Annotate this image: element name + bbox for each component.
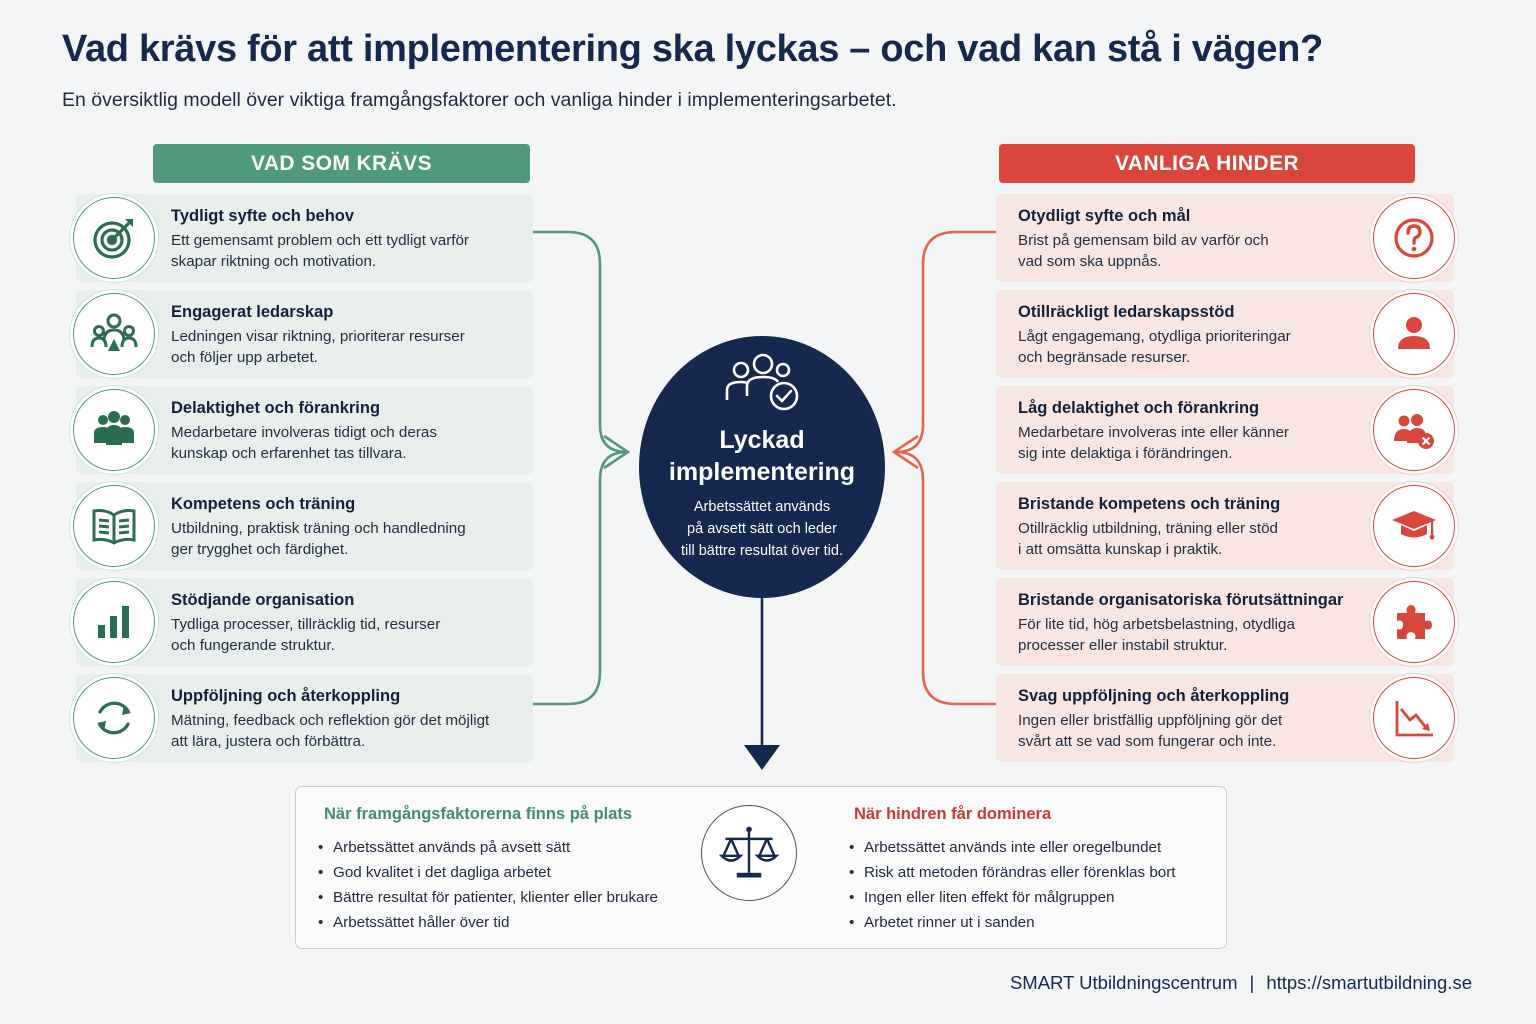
outcomes-box: [295, 786, 1227, 949]
target-icon: [73, 197, 155, 279]
footer-url-link[interactable]: https://smartutbildning.se: [1266, 972, 1472, 993]
success-card-title: Delaktighet och förankring: [171, 399, 381, 417]
page-title: Vad krävs för att implementering ska lyckas – och vad kan stå i vägen?: [62, 28, 1323, 70]
obstacle-card-5: [996, 578, 1454, 666]
obstacle-card-desc: Lågt engagemang, otydliga prioriteringar och begränsade resurser.: [1018, 328, 1291, 366]
obstacle-card-4: [996, 482, 1454, 570]
obstacle-card-1: [996, 194, 1454, 282]
success-card-desc: Ett gemensamt problem och ett tydligt varför skapar riktning och motivation.: [171, 232, 469, 270]
list-item: • God kvalitet i det dagliga arbetet: [318, 860, 658, 885]
list-item: • Bättre resultat för patienter, klienter eller brukare: [318, 885, 658, 910]
obstacle-card-desc: Ingen eller bristfällig uppföljning gör det svårt att se vad som fungerar och inte.: [1018, 712, 1283, 750]
obstacle-card-title: Låg delaktighet och förankring: [1018, 399, 1260, 417]
list-item: • Ingen eller liten effekt för målgruppen: [849, 885, 1176, 910]
failure-outcome-heading: När hindren får dominera: [854, 805, 1052, 823]
bar-chart-icon: [73, 581, 155, 663]
success-factors-header: VAD SOM KRÄVS: [153, 144, 530, 183]
leader-group-icon: [73, 293, 155, 375]
success-card-3: [76, 386, 533, 474]
success-outcome-list: [318, 835, 658, 935]
success-card-title: Engagerat ledarskap: [171, 303, 334, 321]
list-item: • Arbetssättet används på avsett sätt: [318, 835, 658, 860]
graduation-cap-icon: [1373, 485, 1455, 567]
puzzle-piece-icon: [1373, 581, 1455, 663]
success-card-title: Stödjande organisation: [171, 591, 355, 609]
obstacle-card-desc: Medarbetare involveras inte eller känner sig inte delaktiga i förändringen.: [1018, 424, 1289, 462]
success-card-desc: Medarbetare involveras tidigt och deras kunskap och erfarenhet tas tillvara.: [171, 424, 437, 462]
list-item: • Risk att metoden förändras eller förenklas bort: [849, 860, 1176, 885]
success-card-desc: Ledningen visar riktning, prioriterar resurser och följer upp arbetet.: [171, 328, 465, 366]
success-card-desc: Tydliga processer, tillräcklig tid, resurser och fungerande struktur.: [171, 616, 441, 654]
declining-chart-icon: [1373, 677, 1455, 759]
success-outcome-heading: När framgångsfaktorerna finns på plats: [324, 805, 633, 823]
list-item: • Arbetssättet håller över tid: [318, 910, 658, 935]
success-card-title: Kompetens och träning: [171, 495, 356, 513]
success-card-title: Tydligt syfte och behov: [171, 207, 355, 225]
center-title: Lyckad implementering: [668, 426, 856, 486]
refresh-cycle-icon: [73, 677, 155, 759]
list-item: • Arbetssättet används inte eller oregelbundet: [849, 835, 1176, 860]
success-card-6: [76, 674, 533, 762]
obstacle-card-2: [996, 290, 1454, 378]
list-item: • Arbetet rinner ut i sanden: [849, 910, 1176, 935]
obstacles-header: VANLIGA HINDER: [999, 144, 1415, 183]
page-subtitle: En översiktlig modell över viktiga framgångsfaktorer och vanliga hinder i implementeringsarbetet.: [62, 89, 897, 111]
team-check-icon: [721, 352, 805, 414]
success-card-5: [76, 578, 533, 666]
obstacle-card-3: [996, 386, 1454, 474]
success-card-2: [76, 290, 533, 378]
obstacle-card-desc: För lite tid, hög arbetsbelastning, otydliga processer eller instabil struktur.: [1018, 616, 1295, 654]
success-card-desc: Utbildning, praktisk träning och handledning ger trygghet och färdighet.: [171, 520, 466, 558]
obstacle-card-title: Bristande organisatoriska förutsättningar: [1018, 591, 1344, 609]
obstacle-card-6: [996, 674, 1454, 762]
success-card-4: [76, 482, 533, 570]
obstacle-card-title: Bristande kompetens och träning: [1018, 495, 1281, 513]
question-mark-icon: [1373, 197, 1455, 279]
center-goal-circle: [639, 336, 885, 598]
left-bracket-connector: [533, 232, 628, 704]
success-card-title: Uppföljning och återkoppling: [171, 687, 401, 705]
right-bracket-connector: [894, 232, 996, 704]
center-description: Arbetssättet används på avsett sätt och leder till bättre resultat över tid.: [681, 499, 843, 559]
footer: [1010, 972, 1472, 994]
obstacle-card-desc: Otillräcklig utbildning, träning eller stöd i att omsätta kunskap i praktik.: [1018, 520, 1279, 558]
obstacle-card-desc: Brist på gemensam bild av varför och vad som ska uppnås.: [1018, 232, 1269, 270]
obstacle-card-title: Svag uppföljning och återkoppling: [1018, 687, 1290, 705]
footer-separator: |: [1249, 972, 1255, 993]
obstacle-card-title: Otillräckligt ledarskapsstöd: [1018, 303, 1235, 321]
people-group-icon: [73, 389, 155, 471]
balance-scale-icon: [701, 805, 797, 901]
people-excluded-icon: [1373, 389, 1455, 471]
down-arrow: [744, 598, 780, 770]
person-icon: [1373, 293, 1455, 375]
success-card-1: [76, 194, 533, 282]
obstacle-card-title: Otydligt syfte och mål: [1018, 207, 1191, 225]
open-book-icon: [73, 485, 155, 567]
failure-outcome-list: [849, 835, 1176, 935]
footer-org: SMART Utbildningscentrum: [1009, 972, 1238, 993]
success-card-desc: Mätning, feedback och reflektion gör det möjligt att lära, justera och förbättra.: [171, 712, 490, 750]
